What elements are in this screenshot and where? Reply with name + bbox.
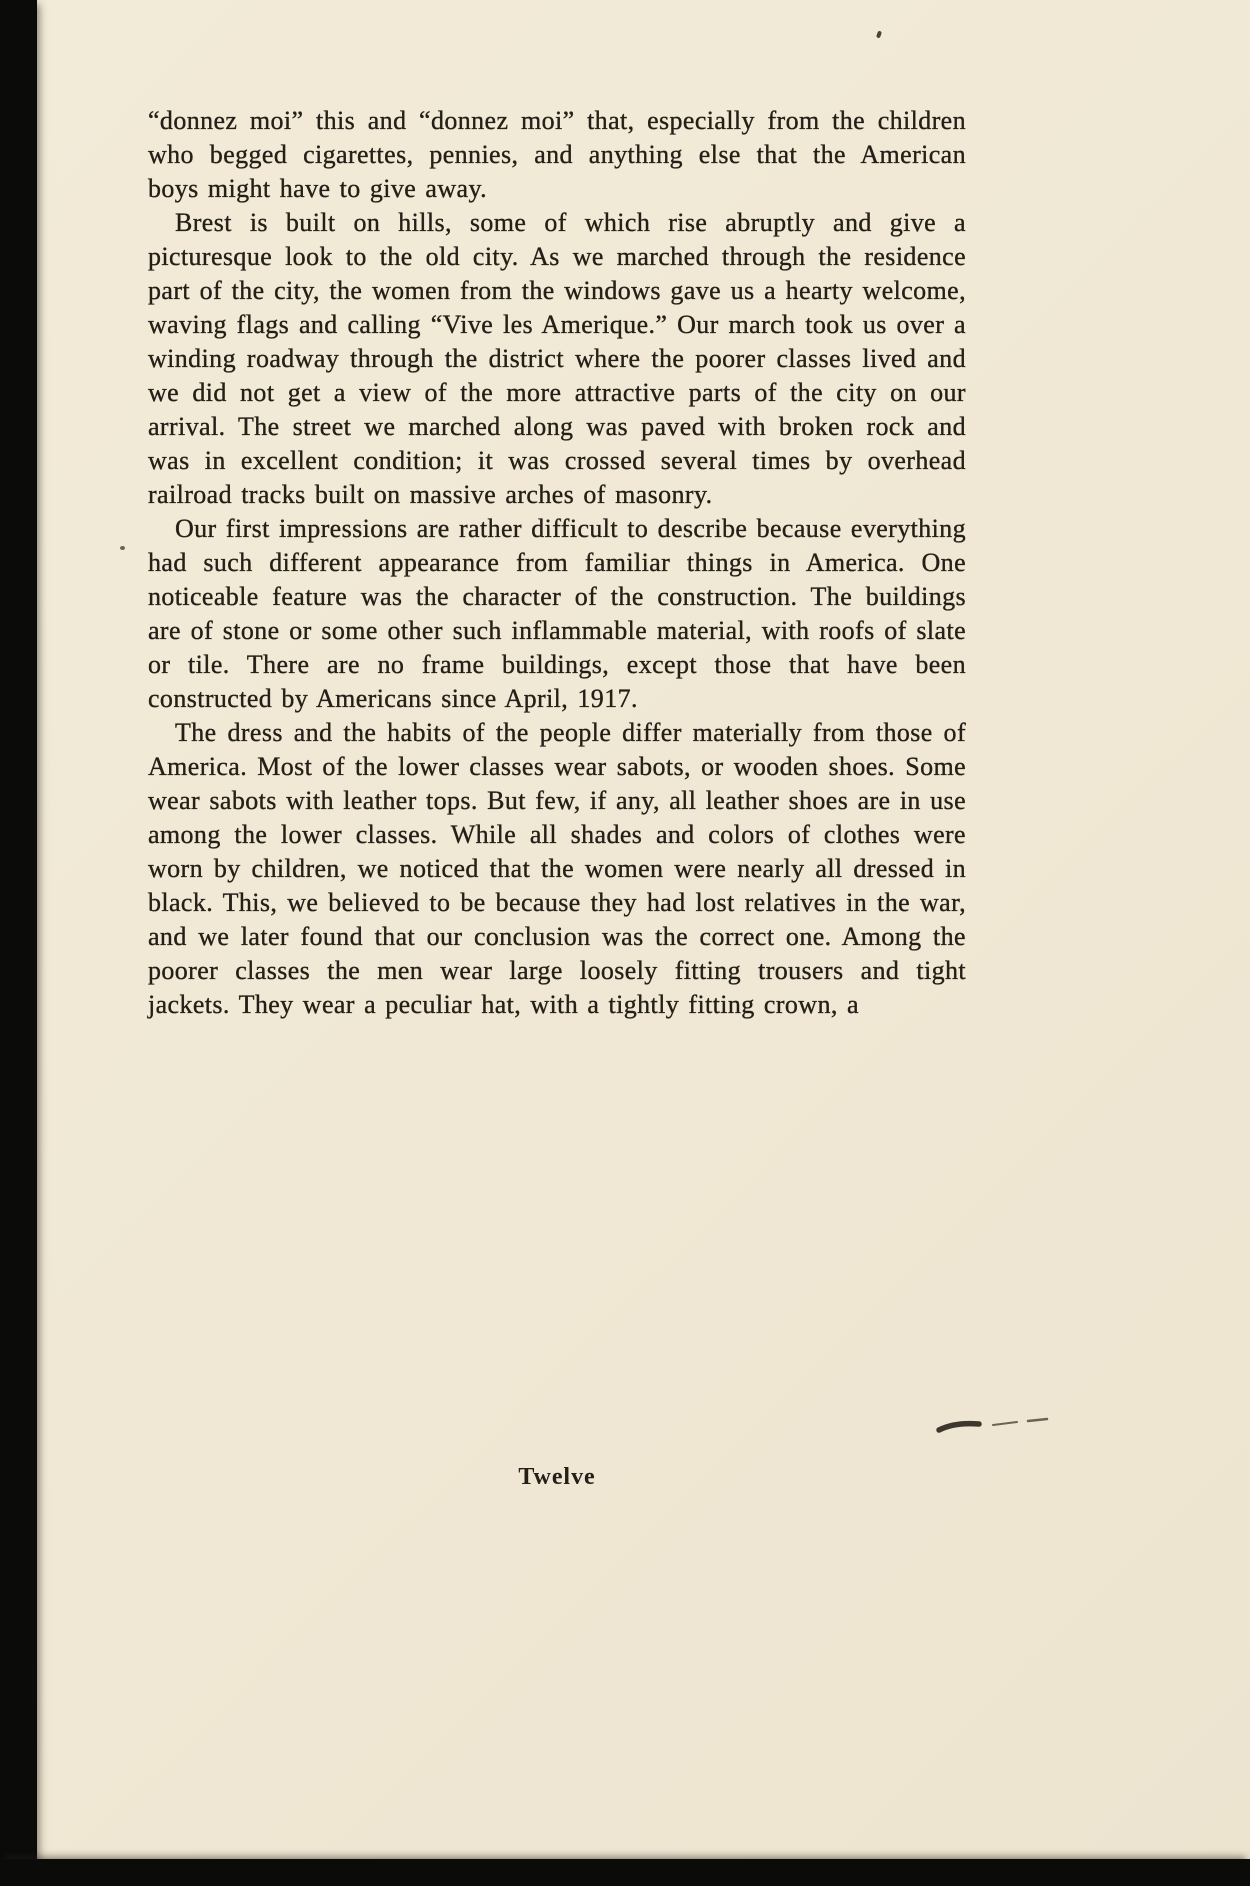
pen-mark bbox=[935, 1412, 1050, 1444]
paragraph: Our first impressions are rather difficult to describe because everything had such different appearance from familiar things in America. One noticeable feature was the character of the construction. The buildings are of stone or some other such inflammable material, with roofs of slate or tile. There are no frame buildings, except those that have been constructed by Americans since April, 1917. bbox=[148, 514, 966, 713]
paragraph: The dress and the habits of the people differ materially from those of America. Most of the lower classes wear sabots, or wooden shoes. Some wear sabots with leather tops. But few, if any, all leather shoes are in use among the lower classes. While all shades and colors of clothes were worn by children, we noticed that the women were nearly all dressed in black. This, we believed to be because they had lost relatives in the war, and we later found that our conclusion was the correct one. Among the poorer classes the men wear large loosely fitting trousers and tight jackets. They wear a peculiar hat, with a tightly fitting crown, a bbox=[148, 718, 966, 1019]
scan-edge-left bbox=[0, 0, 37, 1886]
ink-speck bbox=[120, 546, 125, 550]
scan-edge-bottom bbox=[0, 1859, 1250, 1886]
page-text-block bbox=[148, 104, 966, 1022]
ink-speck bbox=[876, 31, 882, 39]
paragraph: “donnez moi” this and “donnez moi” that, especially from the children who begged cigarettes, pennies, and anything else that the American boys might have to give away. bbox=[148, 106, 966, 203]
page-number: Twelve bbox=[518, 1464, 596, 1490]
paragraph: Brest is built on hills, some of which rise abruptly and give a picturesque look to the old city. As we marched through the residence part of the city, the women from the windows gave us a hearty welcome, waving flags and calling “Vive les Amerique.” Our march took us over a winding roadway through the district where the poorer classes lived and we did not get a view of the more attractive parts of the city on our arrival. The street we marched along was paved with broken rock and was in excellent condition; it was crossed several times by overhead railroad tracks built on massive arches of masonry. bbox=[148, 208, 966, 509]
